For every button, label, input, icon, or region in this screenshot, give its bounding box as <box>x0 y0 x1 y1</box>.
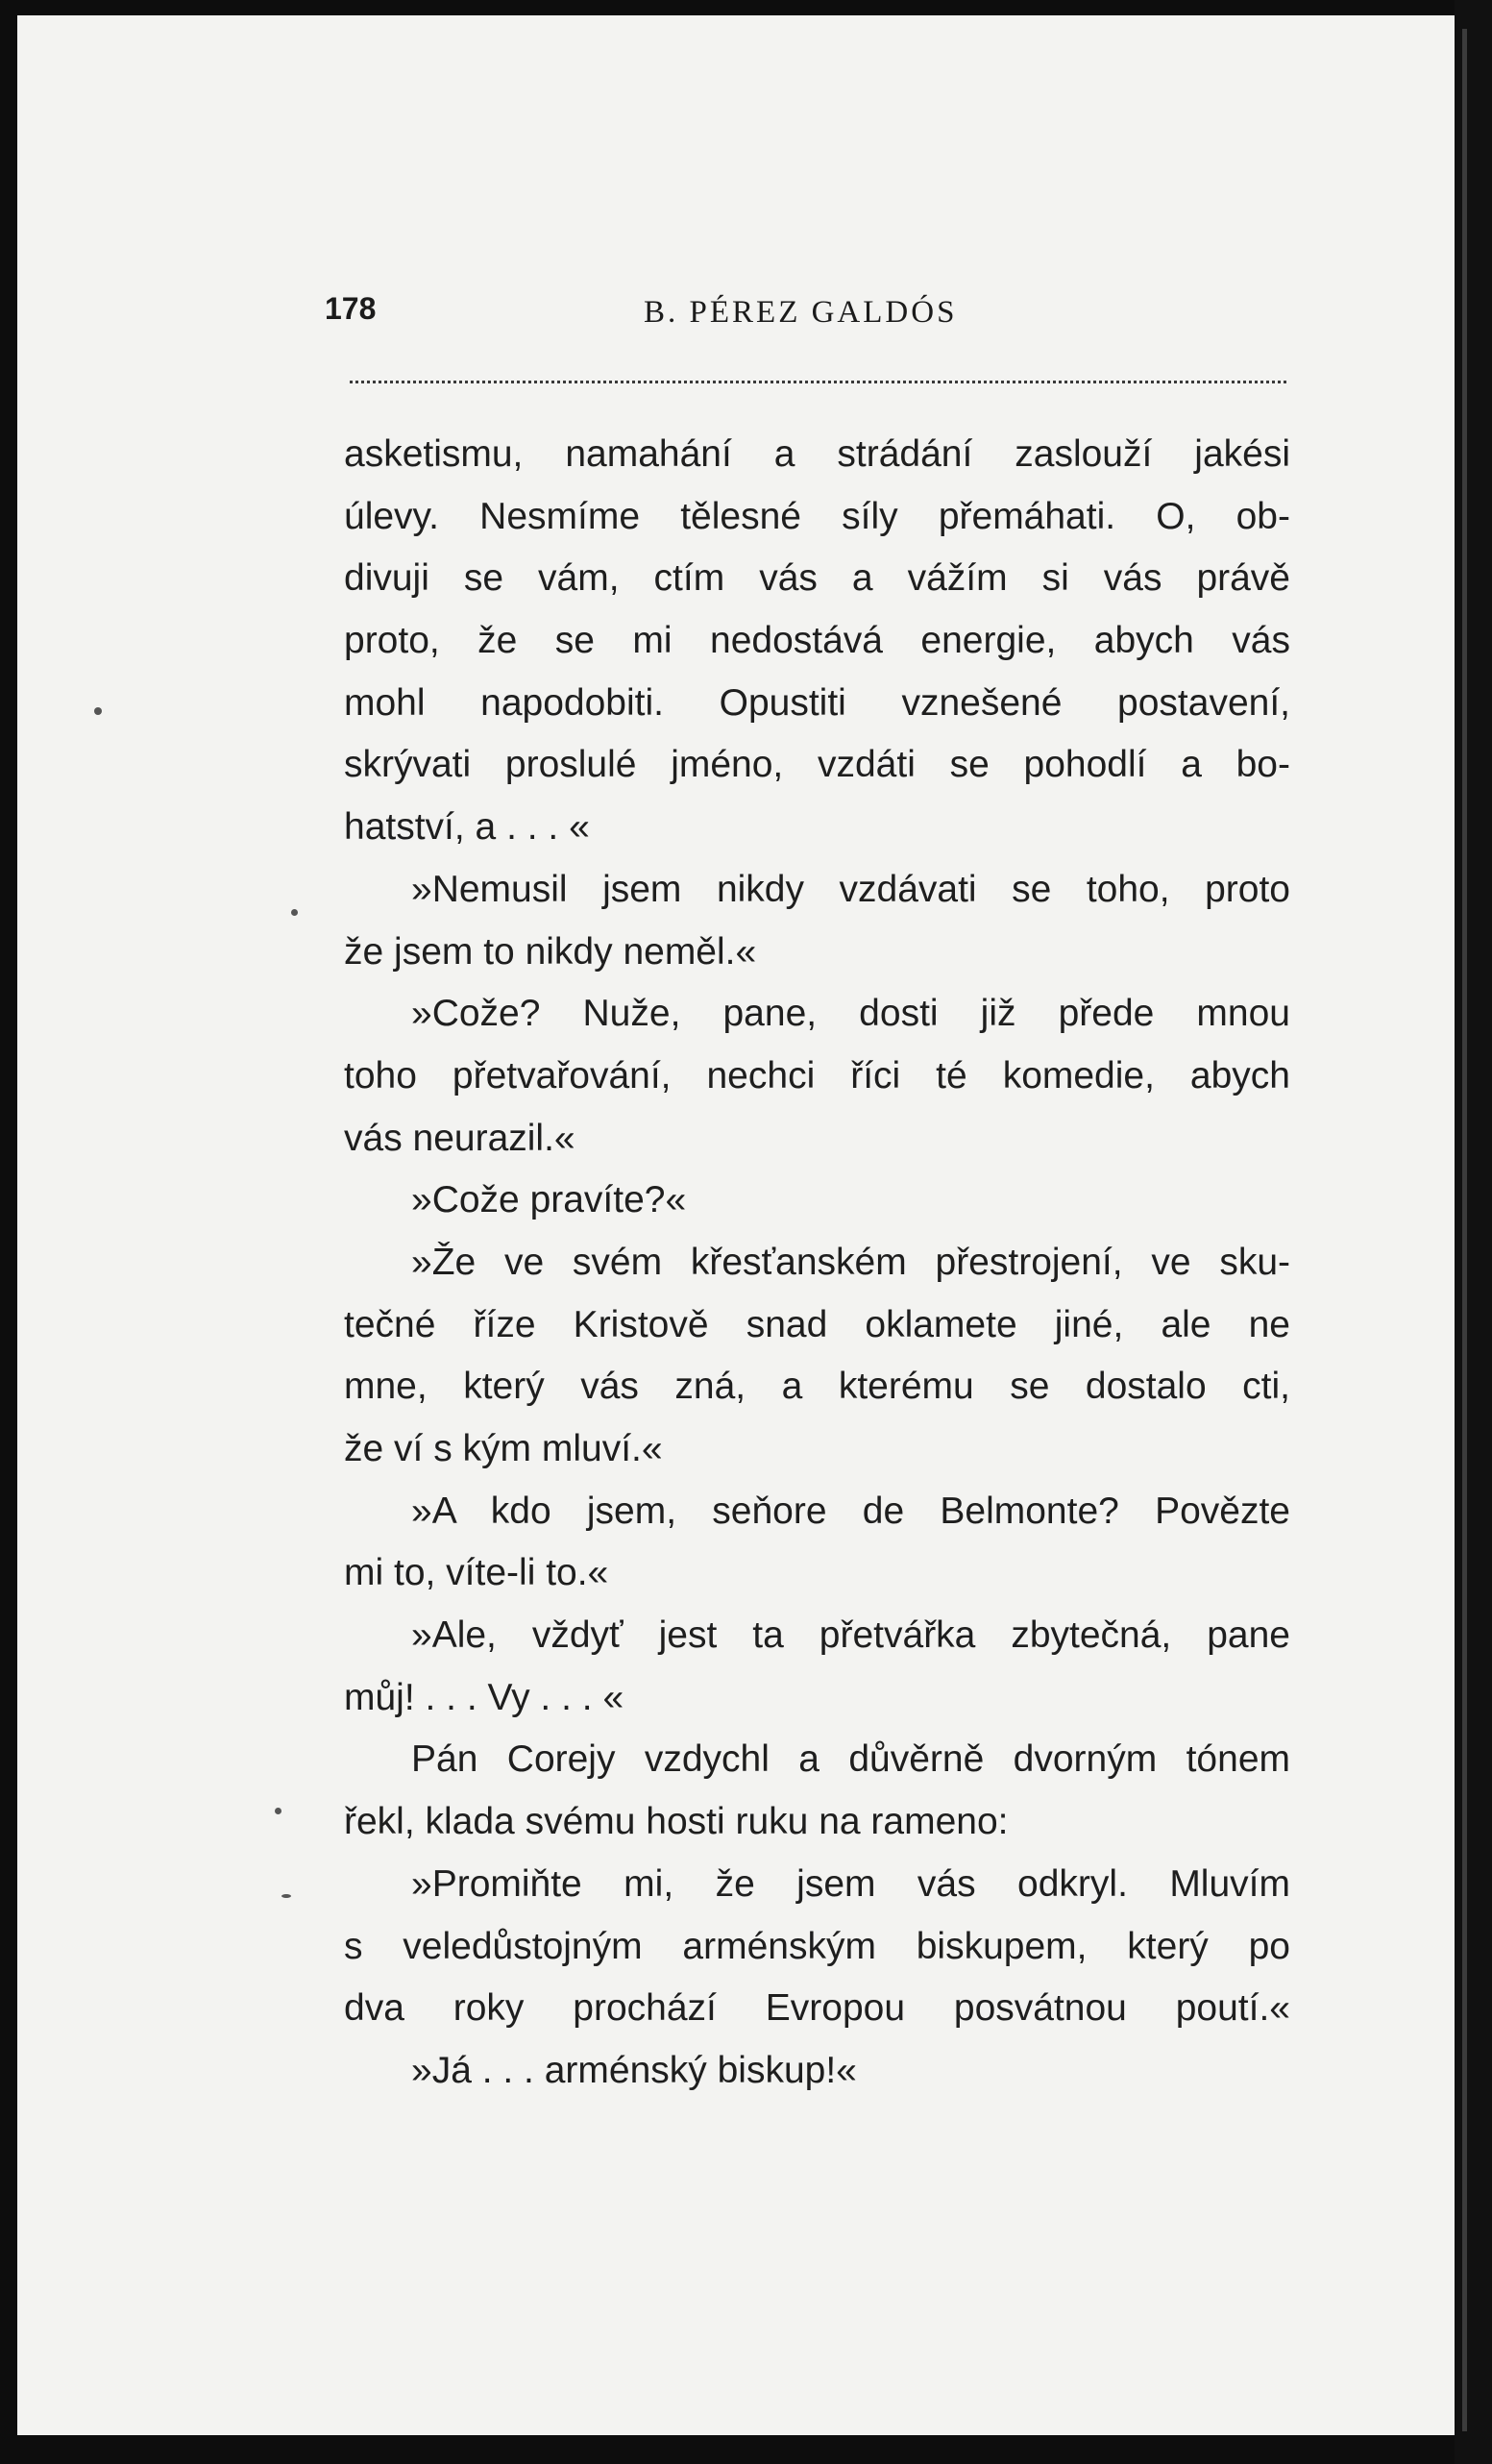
text-line: mi to, víte-li to.« <box>344 1552 609 1594</box>
page-header <box>325 280 1295 337</box>
text-line: divuji se vám, ctím vás a vážím si vás právě <box>344 557 1290 600</box>
text-line: Pán Corejy vzdychl a důvěrně dvorným tónem <box>411 1738 1290 1781</box>
text-line: toho přetvařování, nechci říci té komedie, abych <box>344 1054 1290 1096</box>
text-line: s veledůstojným arménským biskupem, který po <box>344 1925 1290 1967</box>
text-line: »Ale, vždyť jest ta přetvářka zbytečná, pane <box>411 1614 1290 1657</box>
text-line: mohl napodobiti. Opustiti vznešené postavení, <box>344 681 1290 724</box>
text-line: mne, který vás zná, a kterému se dostalo cti, <box>344 1366 1290 1408</box>
text-line: úlevy. Nesmíme tělesné síly přemáhati. O, ob- <box>344 495 1290 537</box>
text-line: že jsem to nikdy neměl.« <box>344 930 757 973</box>
header-rule <box>350 381 1286 383</box>
text-line: »A kdo jsem, seňore de Belmonte? Povězte <box>411 1490 1290 1532</box>
text-line: můj! . . . Vy . . . « <box>344 1676 624 1718</box>
text-line: proto, že se mi nedostává energie, abych vás <box>344 620 1290 662</box>
text-line: »Cože? Nuže, pane, dosti již přede mnou <box>411 993 1290 1035</box>
scan-speck <box>281 1894 291 1898</box>
page-number: 178 <box>325 291 377 326</box>
body-text <box>344 424 1290 2103</box>
scan-edge <box>1455 0 1492 2464</box>
text-line: skrývati proslulé jméno, vzdáti se pohodlí a bo- <box>344 744 1290 786</box>
running-head: B. PÉREZ GALDÓS <box>644 295 958 330</box>
scan-edge-line <box>1462 29 1467 2431</box>
text-line: »Promiňte mi, že jsem vás odkryl. Mluvím <box>411 1862 1290 1905</box>
scan-speck <box>94 707 102 715</box>
text-line: hatství, a . . . « <box>344 806 590 849</box>
text-line: asketismu, namahání a strádání zaslouží jakési <box>344 433 1290 475</box>
text-line: vás neurazil.« <box>344 1117 575 1159</box>
text-line: »Že ve svém křesťanském přestrojení, ve sku- <box>411 1241 1290 1283</box>
book-page <box>17 15 1455 2435</box>
scan-speck <box>275 1808 281 1814</box>
text-line: »Já . . . arménský biskup!« <box>411 2049 857 2091</box>
text-line: že ví s kým mluví.« <box>344 1428 663 1469</box>
scan-speck <box>291 909 298 916</box>
text-line: tečné říze Kristově snad oklamete jiné, ale ne <box>344 1303 1290 1345</box>
text-line: řekl, klada svému hosti ruku na rameno: <box>344 1801 1009 1843</box>
text-line: »Nemusil jsem nikdy vzdávati se toho, proto <box>411 868 1290 910</box>
text-line: dva roky prochází Evropou posvátnou poutí.« <box>344 1987 1290 2030</box>
text-line: »Cože pravíte?« <box>411 1179 687 1221</box>
